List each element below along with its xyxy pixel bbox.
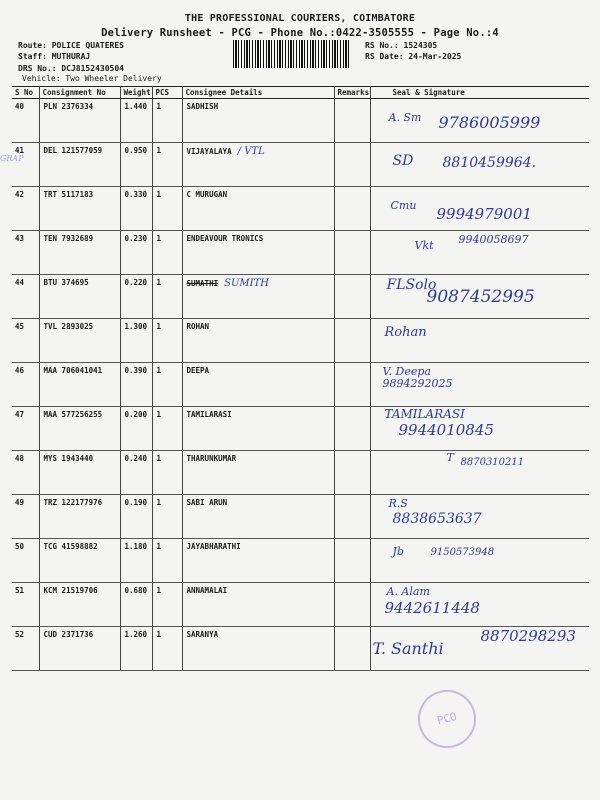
row-consignment (39, 363, 120, 407)
row-weight (120, 99, 152, 143)
row-pcs-text: 1 (156, 366, 162, 375)
row-consignee-text: SADHISH (186, 102, 219, 111)
row-consignment (39, 407, 120, 451)
row-signature (370, 99, 589, 143)
table-row (12, 495, 589, 539)
row-pcs-text: 1 (156, 234, 162, 243)
row-remarks (334, 363, 370, 407)
row-weight-text: 0.950 (124, 146, 148, 155)
row-consignment (39, 143, 120, 187)
row-consignment (39, 275, 120, 319)
signature-name: A. Sm (388, 111, 422, 124)
row-consignment-text: BTU 374695 (43, 278, 89, 287)
row-consignee (182, 99, 334, 143)
row-consignee-text: DEEPA (186, 366, 210, 375)
table-row (12, 451, 589, 495)
vehicle-label: Vehicle: Two Wheeler Delivery (22, 74, 162, 83)
signature-name: Jb (392, 545, 404, 558)
signature-name: A. Alam (386, 585, 430, 598)
row-signature (370, 539, 589, 583)
row-consignment-text: TCG 41598882 (43, 542, 98, 551)
row-weight (120, 363, 152, 407)
row-signature (370, 407, 589, 451)
row-weight (120, 583, 152, 627)
col-remarks: Remarks (334, 87, 370, 99)
row-pcs-text: 1 (156, 190, 162, 199)
row-weight (120, 143, 152, 187)
drs-number: DRS No.: DCJ8152430504 (18, 64, 124, 73)
runsheet-table (12, 86, 589, 671)
row-consignee (182, 319, 334, 363)
col-pcs: PCS (152, 87, 182, 99)
row-consignment (39, 187, 120, 231)
signature-name: T (446, 451, 454, 464)
row-signature (370, 319, 589, 363)
row-pcs-text: 1 (156, 630, 162, 639)
row-weight (120, 407, 152, 451)
row-weight-text: 1.180 (124, 542, 148, 551)
table-row (12, 319, 589, 363)
row-signature (370, 495, 589, 539)
row-weight-text: 0.680 (124, 586, 148, 595)
signature-phone: 9150573948 (430, 547, 495, 558)
row-consignee-text: SABI ARUN (186, 498, 228, 507)
row-remarks (334, 451, 370, 495)
row-remarks (334, 187, 370, 231)
row-sno (12, 583, 39, 627)
row-consignee-text: SARANYA (186, 630, 219, 639)
row-consignment (39, 231, 120, 275)
signature-name: Rohan (384, 325, 427, 340)
row-consignment-text: MYS 1943440 (43, 454, 94, 463)
row-consignee-text: VIJAYALAYA (186, 147, 232, 156)
row-pcs (152, 583, 182, 627)
col-sno: S No (12, 87, 39, 99)
row-consignee-text: JAYABHARATHI (186, 542, 241, 551)
row-sno-text: 42 (15, 190, 25, 199)
table-row (12, 187, 589, 231)
signature-phone: 9944010845 (398, 421, 494, 439)
row-consignment-text: PLN 2376334 (43, 102, 94, 111)
row-sno-text: 52 (15, 630, 25, 639)
col-signature: Seal & Signature (370, 87, 589, 99)
table-row (12, 627, 589, 671)
row-consignment (39, 451, 120, 495)
row-weight (120, 451, 152, 495)
row-pcs (152, 363, 182, 407)
row-weight (120, 627, 152, 671)
row-sno (12, 363, 39, 407)
signature-name: Vkt (414, 239, 434, 252)
signature-phone: 8870298293 (480, 627, 576, 645)
row-sno (12, 451, 39, 495)
row-consignee (182, 143, 334, 187)
row-consignment-text: TRT 5117183 (43, 190, 94, 199)
row-pcs-text: 1 (156, 542, 162, 551)
row-pcs (152, 627, 182, 671)
row-weight (120, 187, 152, 231)
row-pcs (152, 407, 182, 451)
row-sno (12, 187, 39, 231)
row-sno-text: 48 (15, 454, 25, 463)
row-consignment (39, 627, 120, 671)
row-sno-text: 45 (15, 322, 25, 331)
runsheet-subtitle: Delivery Runsheet - PCG - Phone No.:0422-3505555 - Page No.:4 (101, 27, 499, 39)
margin-note: GRAP (0, 154, 24, 163)
row-sno (12, 495, 39, 539)
row-signature (370, 231, 589, 275)
col-consignment: Consignment No (39, 87, 120, 99)
row-consignment-text: MAA 706041041 (43, 366, 103, 375)
row-weight-text: 0.230 (124, 234, 148, 243)
signature-phone: 9894292025 (382, 377, 453, 390)
row-consignment (39, 539, 120, 583)
table-row (12, 407, 589, 451)
row-pcs-text: 1 (156, 498, 162, 507)
row-remarks (334, 275, 370, 319)
row-consignment (39, 99, 120, 143)
signature-phone: 8838653637 (392, 511, 482, 527)
signature-phone: 8810459964. (442, 155, 537, 171)
rs-date: RS Date: 24-Mar-2025 (365, 52, 462, 61)
row-pcs-text: 1 (156, 102, 162, 111)
row-sno-text: 40 (15, 102, 25, 111)
signature-name: SD (392, 153, 414, 169)
table-row (12, 143, 589, 187)
row-pcs (152, 231, 182, 275)
row-sno (12, 99, 39, 143)
row-pcs-text: 1 (156, 278, 162, 287)
row-sno (12, 143, 39, 187)
row-pcs-text: 1 (156, 586, 162, 595)
row-pcs (152, 451, 182, 495)
row-consignee-text: C MURUGAN (186, 190, 228, 199)
row-consignee (182, 627, 334, 671)
table-row (12, 583, 589, 627)
row-consignment-text: DEL 121577059 (43, 146, 103, 155)
company-title: THE PROFESSIONAL COURIERS, COIMBATORE (184, 13, 416, 24)
row-remarks (334, 407, 370, 451)
row-consignment-text: TRZ 122177976 (43, 498, 103, 507)
row-sno-text: 44 (15, 278, 25, 287)
row-remarks (334, 539, 370, 583)
row-weight (120, 231, 152, 275)
row-sno (12, 407, 39, 451)
row-remarks (334, 583, 370, 627)
row-consignee (182, 407, 334, 451)
row-weight (120, 539, 152, 583)
row-signature (370, 363, 589, 407)
row-consignee (182, 495, 334, 539)
row-consignee (182, 583, 334, 627)
row-sno-text: 50 (15, 542, 25, 551)
table-row (12, 99, 589, 143)
signature-name: Cmu (390, 199, 417, 212)
row-weight (120, 275, 152, 319)
consignee-handwritten-note: / VTL (237, 146, 265, 157)
row-pcs (152, 187, 182, 231)
signature-phone: 9442611448 (384, 599, 480, 617)
row-pcs (152, 319, 182, 363)
row-signature (370, 143, 589, 187)
table-row (12, 275, 589, 319)
row-sno-text: 41 (15, 146, 25, 155)
row-weight-text: 1.300 (124, 322, 148, 331)
row-consignee (182, 451, 334, 495)
row-consignee (182, 363, 334, 407)
row-remarks (334, 99, 370, 143)
row-consignee (182, 231, 334, 275)
row-consignee-text: THARUNKUMAR (186, 454, 237, 463)
row-sno (12, 319, 39, 363)
row-weight-text: 0.330 (124, 190, 148, 199)
row-consignee-text: SUMATHI (186, 279, 219, 288)
signature-name: R.S (388, 497, 408, 510)
row-consignment-text: CUD 2371736 (43, 630, 94, 639)
signature-phone: 9940058697 (458, 233, 529, 246)
row-consignment (39, 583, 120, 627)
row-weight (120, 495, 152, 539)
row-weight-text: 0.240 (124, 454, 148, 463)
row-sno-text: 51 (15, 586, 25, 595)
row-signature (370, 583, 589, 627)
row-pcs (152, 495, 182, 539)
courier-stamp: PCO (412, 684, 482, 754)
row-weight-text: 1.440 (124, 102, 148, 111)
row-consignment-text: TVL 2893025 (43, 322, 94, 331)
row-pcs-text: 1 (156, 322, 162, 331)
barcode-image (233, 40, 349, 68)
row-sno (12, 539, 39, 583)
row-signature (370, 275, 589, 319)
row-sno-text: 49 (15, 498, 25, 507)
route-label: Route: POLICE QUATERES (18, 41, 124, 50)
row-consignee-text: ENDEAVOUR TRONICS (186, 234, 264, 243)
row-consignee-text: ANNAMALAI (186, 586, 228, 595)
col-consignee: Consignee Details (182, 87, 334, 99)
row-sno (12, 275, 39, 319)
row-signature (370, 451, 589, 495)
table-row (12, 231, 589, 275)
row-signature (370, 627, 589, 671)
staff-label: Staff: MUTHURAJ (18, 52, 91, 61)
row-remarks (334, 495, 370, 539)
row-pcs (152, 143, 182, 187)
row-sno-text: 43 (15, 234, 25, 243)
row-consignee-text: ROHAN (186, 322, 210, 331)
row-consignee (182, 187, 334, 231)
table-header-row (12, 87, 589, 99)
row-remarks (334, 143, 370, 187)
signature-phone: 8870310211 (460, 457, 525, 468)
row-consignment (39, 319, 120, 363)
signature-name: TAMILARASI (384, 407, 465, 421)
row-pcs (152, 275, 182, 319)
row-consignment-text: TEN 7932689 (43, 234, 94, 243)
row-sno (12, 231, 39, 275)
signature-phone: 9087452995 (426, 287, 535, 307)
row-weight-text: 0.200 (124, 410, 148, 419)
row-weight (120, 319, 152, 363)
row-consignee (182, 539, 334, 583)
signature-name: T. Santhi (372, 639, 444, 658)
row-consignee-text: TAMILARASI (186, 410, 232, 419)
signature-name: V. Deepa (382, 365, 431, 378)
signature-phone: 9786005999 (438, 113, 541, 132)
signature-phone: 9994979001 (436, 205, 532, 223)
row-consignment-text: KCM 21519706 (43, 586, 98, 595)
row-remarks (334, 627, 370, 671)
row-pcs-text: 1 (156, 146, 162, 155)
row-pcs-text: 1 (156, 410, 162, 419)
row-weight-text: 1.260 (124, 630, 148, 639)
table-row (12, 539, 589, 583)
table-row (12, 363, 589, 407)
consignee-handwritten-note: SUMITH (224, 278, 269, 289)
row-weight-text: 0.220 (124, 278, 148, 287)
row-pcs-text: 1 (156, 454, 162, 463)
rs-number: RS No.: 1524305 (365, 41, 438, 50)
row-weight-text: 0.190 (124, 498, 148, 507)
row-consignee (182, 275, 334, 319)
row-consignment (39, 495, 120, 539)
row-sno-text: 46 (15, 366, 25, 375)
row-consignment-text: MAA 577256255 (43, 410, 103, 419)
row-sno (12, 627, 39, 671)
signature-name: FLSolo (386, 277, 437, 293)
row-pcs (152, 539, 182, 583)
row-pcs (152, 99, 182, 143)
row-sno-text: 47 (15, 410, 25, 419)
row-weight-text: 0.390 (124, 366, 148, 375)
row-signature (370, 187, 589, 231)
col-weight: Weight (120, 87, 152, 99)
row-remarks (334, 319, 370, 363)
row-remarks (334, 231, 370, 275)
